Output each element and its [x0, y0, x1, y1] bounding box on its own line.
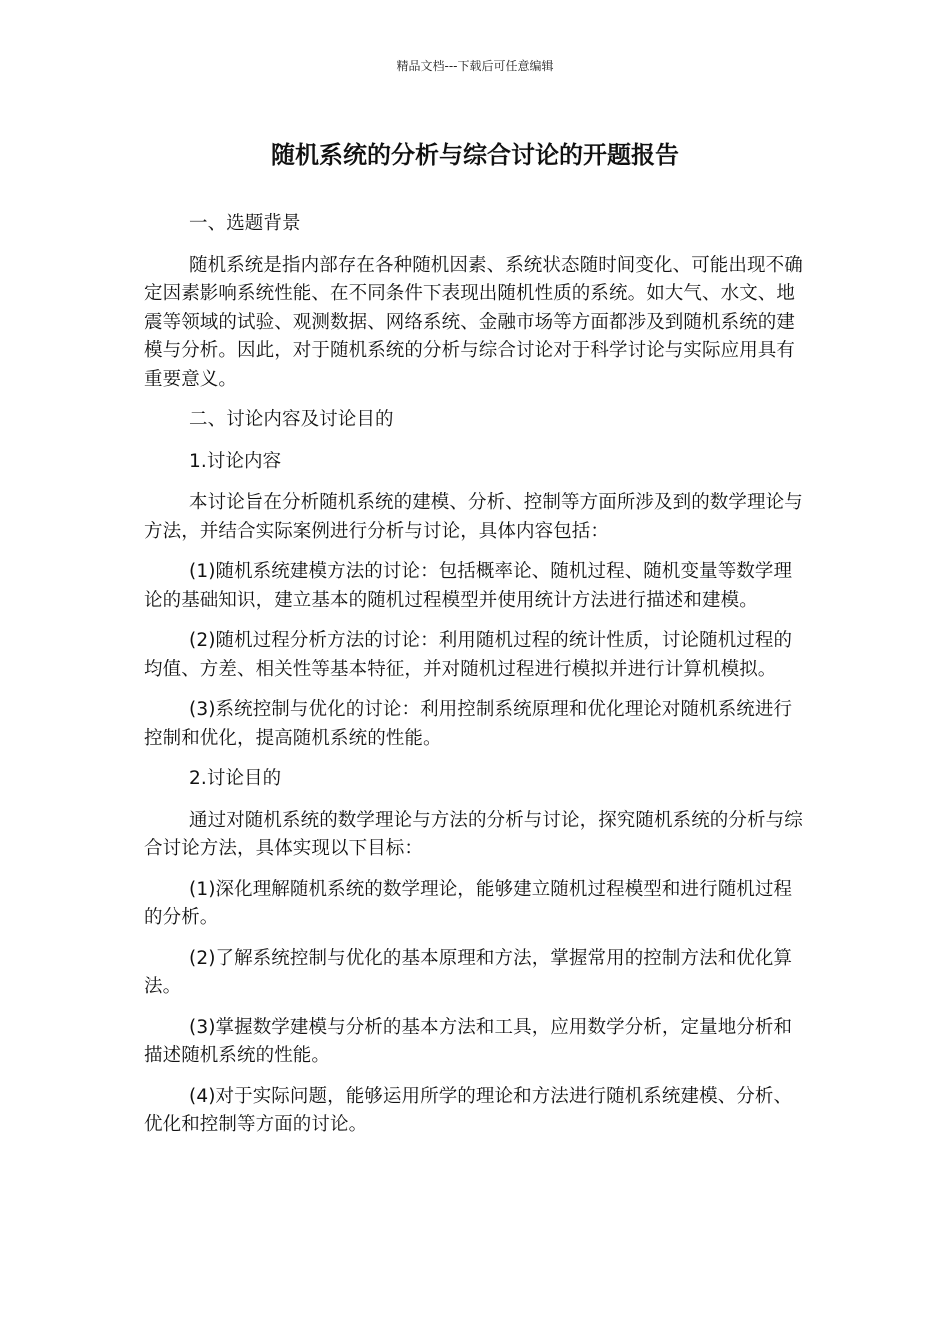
content-item-3: (3)系统控制与优化的讨论：利用控制系统原理和优化理论对随机系统进行控制和优化，提高随机系统的性能。 — [144, 699, 793, 749]
header-note: 精品文档---下载后可任意编辑 — [396, 59, 554, 73]
content-item-2: (2)随机过程分析方法的讨论：利用随机过程的统计性质，讨论随机过程的均值、方差、相关性等基本特征，并对随机过程进行模拟并进行计算机模拟。 — [144, 630, 793, 680]
content-item-1: (1)随机系统建模方法的讨论：包括概率论、随机过程、随机变量等数学理论的基础知识，建立基本的随机过程模型并使用统计方法进行描述和建模。 — [144, 561, 793, 611]
section-heading-content-purpose: 二、讨论内容及讨论目的 — [189, 409, 394, 430]
content-intro-paragraph: 本讨论旨在分析随机系统的建模、分析、控制等方面所涉及到的数学理论与方法，并结合实际案例进行分析与讨论，具体内容包括： — [144, 492, 803, 542]
document-body — [144, 210, 806, 1152]
background-paragraph: 随机系统是指内部存在各种随机因素、系统状态随时间变化、可能出现不确定因素影响系统性能、在不同条件下表现出随机性质的系统。如大气、水文、地震等领域的试验、观测数据、网络系统、金融市场等方面都涉及到随机系统的建模与分析。因此，对于随机系统的分析与综合讨论对于科学讨论与实际应用具有重要意义。 — [144, 254, 803, 390]
document-title: 随机系统的分析与综合讨论的开题报告 — [271, 141, 679, 169]
purpose-intro-paragraph: 通过对随机系统的数学理论与方法的分析与讨论，探究随机系统的分析与综合讨论方法，具体实现以下目标： — [144, 809, 803, 859]
section-heading-background: 一、选题背景 — [189, 213, 301, 234]
purpose-goal-3: (3)掌握数学建模与分析的基本方法和工具，应用数学分析，定量地分析和描述随机系统的性能。 — [144, 1016, 793, 1066]
subheading-content: 1.讨论内容 — [189, 450, 282, 472]
purpose-goal-2: (2)了解系统控制与优化的基本原理和方法，掌握常用的控制方法和优化算法。 — [144, 947, 793, 997]
purpose-goal-4: (4)对于实际问题，能够运用所学的理论和方法进行随机系统建模、分析、优化和控制等方面的讨论。 — [144, 1085, 793, 1135]
purpose-goal-1: (1)深化理解随机系统的数学理论，能够建立随机过程模型和进行随机过程的分析。 — [144, 878, 793, 928]
subheading-purpose: 2.讨论目的 — [189, 768, 282, 789]
